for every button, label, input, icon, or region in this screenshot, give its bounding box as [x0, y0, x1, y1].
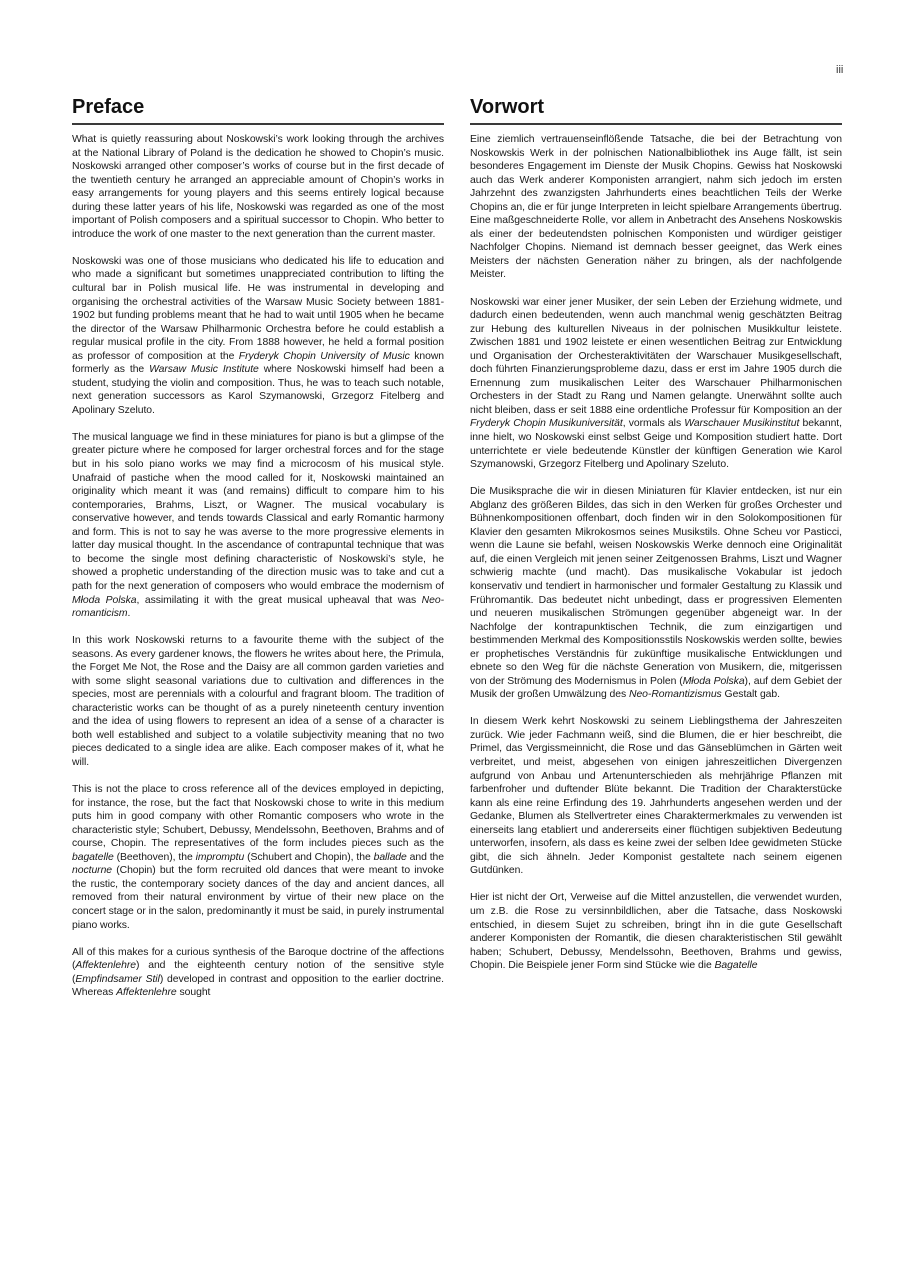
text-run: sought: [176, 987, 211, 999]
text-run: (Beethoven), the: [113, 851, 196, 863]
vorwort-paragraph: [470, 485, 842, 702]
text-run: bagatelle: [72, 851, 114, 863]
text-run: where Noskowski himself had been a student, studying the violin and composition. Thus, he was to teach such notable, next generation successors as Karol Szymanowski, Grzegorz Fitelberg and Apolinary Szeluto.: [72, 364, 445, 416]
text-run: Empfindsamer Stil: [75, 973, 160, 985]
text-run: Młoda Polska: [682, 675, 745, 687]
vorwort-body: [470, 133, 842, 973]
text-run: ballade: [373, 851, 407, 863]
text-run: impromptu: [195, 851, 245, 863]
text-run: .: [127, 608, 131, 620]
text-run: Die Musiksprache die wir in diesen Miniaturen für Klavier entdecken, ist nur ein Abglanz des größeren Bildes, das sich in den Werken für großes Orchester und Bühnenkompositionen offenbart, doch finden wir in den Solokompositionen für Klavier den gesamten Mikrokosmos seines Musikstils. Ohne Scheu vor Pasticci, wenn die Laune sie befahl, weisen Noskowskis Werke dennoch eine Originalität auf, die einen Vergleich mit jenen seiner Zeitgenossen Brahms, Liszt und Wagner schwierig machte (und macht). Das musikalische Vokabular ist jedoch konservativ und tendiert in harmonischer und formaler Gestaltung zu Klassik und Frühromantik. Das bedeutet nicht unbedingt, dass er progressiven Elementen und neueren musikalischen Strömungen gegenüber abgeneigt war. In der Nachfolge der kontrapunktischen Technik, die zum einzigartigen und bestimmenden Merkmal des Kompositionsstils Noskowskis werden sollte, bewies er prophetisches Verständnis für zukünftige musikalische Entwicklungen und ebnete so den Weg für die nächste Generation von Musikern, die, mitgerissen von der Strömung des Modernismus in Polen (: [470, 486, 842, 687]
preface-column: [72, 96, 444, 1013]
text-run: nocturne: [72, 865, 113, 877]
text-run: What is quietly reassuring about Noskowski’s work looking through the archives at the National Library of Poland is the dedication he showed to Chopin’s music. Noskowski arranged other composer’s works of course but in the first decade of the twentieth century he arranged an appreciable amount of Chopin’s works in easy arrangements for young players and this seems entirely logical because during these latter years of his life, Noskowski was regarded as one of the most important of Polish composers and a spiritual successor to Chopin. Who better to introduce the work of one master to the next generation than the current master.: [72, 134, 444, 240]
text-run: Hier ist nicht der Ort, Verweise auf die Mittel anzustellen, die verwendet wurden, um z.B. die Rose zu versinnbildlichen, aber die Tatsache, dass Noskowski entschied, in diesem Sujet zu schreiben, bringt ihn in die gute Gesellschaft anderer Komponisten der Romantik, die diesen charakteristischen Stil gewählt haben; Schubert, Debussy, Mendelssohn, Beethoven, Brahms und gewiss, Chopin. Die Beispiele jener Form sind Stücke wie die: [470, 892, 842, 972]
preface-paragraph: [72, 946, 444, 1000]
preface-paragraph: [72, 133, 444, 241]
text-run: Affektenlehre: [116, 987, 177, 999]
text-run: Noskowski war einer jener Musiker, der sein Leben der Erziehung widmete, und dadurch einen bedeutenden, wenn auch manchmal wenig geschätzten Beitrag zur Hebung des kulturellen Niveaus in der polnischen Musikkultur leistete. Zwischen 1881 und 1902 leistete er einen wesentlichen Beitrag zur Entwicklung und Organisation der Orchesteraktivitäten der Warschauer Musikgesellschaft, doch führten Finanzierungsprobleme dazu, dass er erst im Jahre 1905 durch die Ernennung zum musikalischen Leiter des Warschauer Philharmonischen Orchesters in der Stadt zu Rang und Namen gelangte. Unerwähnt sollte auch nicht bleiben, dass er seit 1888 eine ordentliche Professur für Komposition an der: [470, 296, 842, 416]
vorwort-paragraph: [470, 715, 842, 878]
text-run: ), auf dem Gebiet der Musik der großen Umwälzung des: [470, 675, 842, 701]
vorwort-paragraph: [470, 133, 842, 282]
text-run: Noskowski was one of those musicians who dedicated his life to education and who made a significant but sometimes unappreciated contribution to lifting the cultural bar in Polish musical life. He was instrumental in developing and organising the orchestral activities of the Warsaw Music Society between 1881-1902 but funding problems meant that he had to wait until 1905 when he became the director of the Warsaw Philharmonic Orchestra before he could establish a regular musical profile in the city. From 1888 however, he held a formal position as professor of composition at the: [72, 255, 444, 362]
text-run: Gestalt gab.: [721, 689, 780, 701]
text-run: Fryderyk Chopin Musikuniversität: [470, 418, 623, 430]
text-run: ) and the eighteenth century notion of the sensitive style (: [72, 960, 444, 985]
text-run: Warschauer Musikinstitut: [684, 418, 800, 430]
page-number: iii: [836, 64, 844, 76]
text-run: Warsaw Music Institute: [149, 364, 259, 376]
preface-paragraph: [72, 431, 444, 621]
preface-paragraph: [72, 634, 444, 769]
text-run: , assimilating it with the great musical upheaval that was: [136, 594, 422, 606]
text-run: Fryderyk Chopin University of Music: [238, 350, 410, 362]
text-run: All of this makes for a curious synthesis of the Baroque doctrine of the affections (: [72, 946, 444, 972]
vorwort-column: [470, 96, 842, 986]
vorwort-paragraph: [470, 296, 842, 472]
preface-paragraph: [72, 255, 444, 418]
text-run: Neo-Romantizismus: [629, 689, 722, 701]
preface-heading: Preface: [72, 96, 444, 125]
text-run: and the: [406, 851, 445, 863]
text-run: (Schubert and Chopin), the: [244, 851, 374, 863]
text-run: The musical language we find in these miniatures for piano is but a glimpse of the greater picture where he composed for larger orchestral forces and for the stage but in his solo piano works we may find a microcosm of his musical style. Unafraid of pastiche when the mood called for it, Noskowski maintained an originality which meant it was (and remains) difficult to compare him to his contemporaries, Brahms, Liszt, or Wagner. The musical vocabulary is conservative however, and tends towards Classical and early Romantic harmony and form. This is not to say he was averse to the more progressive elements in latter day musical thought. In the ascendance of contrapuntal technique that was to become the single most defining characteristic of Noskowski’s style, he showed a prophetic understanding of the direction music was to take and cut a path for the next generation of composers who would embrace the modernism of: [72, 431, 444, 592]
text-run: In this work Noskowski returns to a favourite theme with the subject of the seasons. As every gardener knows, the flowers he writes about here, the Primula, the Forget Me Not, the Rose and the Daisy are all common garden varieties and with some slight seasonal variations due to cultivation and differences in the species, most are perennials with a colourful and fragrant bloom. The tradition of characteristic works can be thought of as a purely nineteenth century invention and the idea of using flowers to represent an idea of a sense of a character is both well established and subject to a volatile subjectivity meaning that no two pieces dedicated to a single idea are alike. Each composer makes of it, what he will.: [72, 635, 444, 769]
text-run: bekannt, inne hielt, wo Noskowski einst selbst Geige und Komposition studiert hatte. Dort unterrichtete er viele bedeutende Künstler der künftigen Generation wie Karol Szymanowski, Grzegorz Fitelberg und Apolinary Szeluto.: [470, 418, 842, 471]
vorwort-heading: Vorwort: [470, 96, 842, 125]
preface-body: [72, 133, 444, 1000]
text-run: Bagatelle: [714, 960, 758, 972]
text-run: ) developed in contrast and opposition to the earlier doctrine. Whereas: [72, 973, 444, 999]
text-run: In diesem Werk kehrt Noskowski zu seinem Lieblingsthema der Jahreszeiten zurück. Wie jeder Fachmann weiß, sind die Blumen, die er hier beschreibt, die Primel, das Vergissmeinnicht, die Rose und das Gänseblümchen in Gärten weit verbreitet, und meist, abgesehen von einigen jahreszeitlichen Divergenzen aufgrund von Anbau und Artenunterschieden als mehrjährige Pflanzen mit farbenfroher und duftender Blüte bekannt. Die Tradition der Charakterstücke kann als eine reine Erfindung des 19. Jahrhunderts angesehen werden und der Gedanke, Blumen als Stellvertreter eines Charaktermerkmales zu verwenden ist einerseits lang etabliert und andererseits einer flüchtigen subjektiven Bedeutung unterworfen, insofern, als dass es keine zwei der selben Idee gewidmeten Stücke gibt, die sich ähneln. Jeder Komponist gestaltete nach seinem eigenen Gutdünken.: [470, 716, 842, 877]
vorwort-paragraph: [470, 891, 842, 972]
text-run: This is not the place to cross reference all of the devices employed in depicting, for instance, the rose, but the fact that Noskowski chose to write in this medium puts him in good company with other Romantic composers who wrote in the characteristic style; Schubert, Debussy, Mendelssohn, Beethoven, Brahms and of course, Chopin. The representatives of the form includes pieces such as the: [72, 784, 444, 850]
text-run: Eine ziemlich vertrauenseinflößende Tatsache, die bei der Betrachtung von Noskowskis Werk in der polnischen Nationalbibliothek ins Auge fällt, ist sein besonderes Engagement im Dienste der Musik Chopins. Gewiss hat Noskowski auch das Werk anderer Komponisten arrangiert, nahm sich jedoch im ersten Jahrzehnt des zwanzigsten Jahrhunderts eines beachtlichen Teils der Werke Chopins an, die er für junge Interpreten in leicht spielbare Arrangements übertrug. Eine maßgeschneiderte Rolle, vor allem in Anbetracht des Ansehens Noskowskis als einer der bedeutendsten polnischen Komponisten und würdiger geistiger Nachfolger Chopins. Niemand ist demnach besser geeignet, das Werk eines Meisters der nächsten Generation näher zu bringen, als der nachfolgende Meister.: [470, 134, 842, 281]
text-run: , vormals als: [622, 418, 685, 430]
preface-paragraph: [72, 783, 444, 932]
text-run: Affektenlehre: [75, 960, 136, 972]
text-run: Młoda Polska: [72, 594, 137, 606]
text-run: Neo-romanticism: [72, 594, 444, 620]
text-run: (Chopin) but the form recruited old dances that were meant to invoke the rustic, the contemporary society dances of the day and ancient dances, all removed from their natural environment by virtue of their new place on the concert stage or in the salon, predominantly it must be said, in purely instrumental piano works.: [72, 865, 444, 931]
text-run: known formerly as the: [72, 350, 445, 376]
